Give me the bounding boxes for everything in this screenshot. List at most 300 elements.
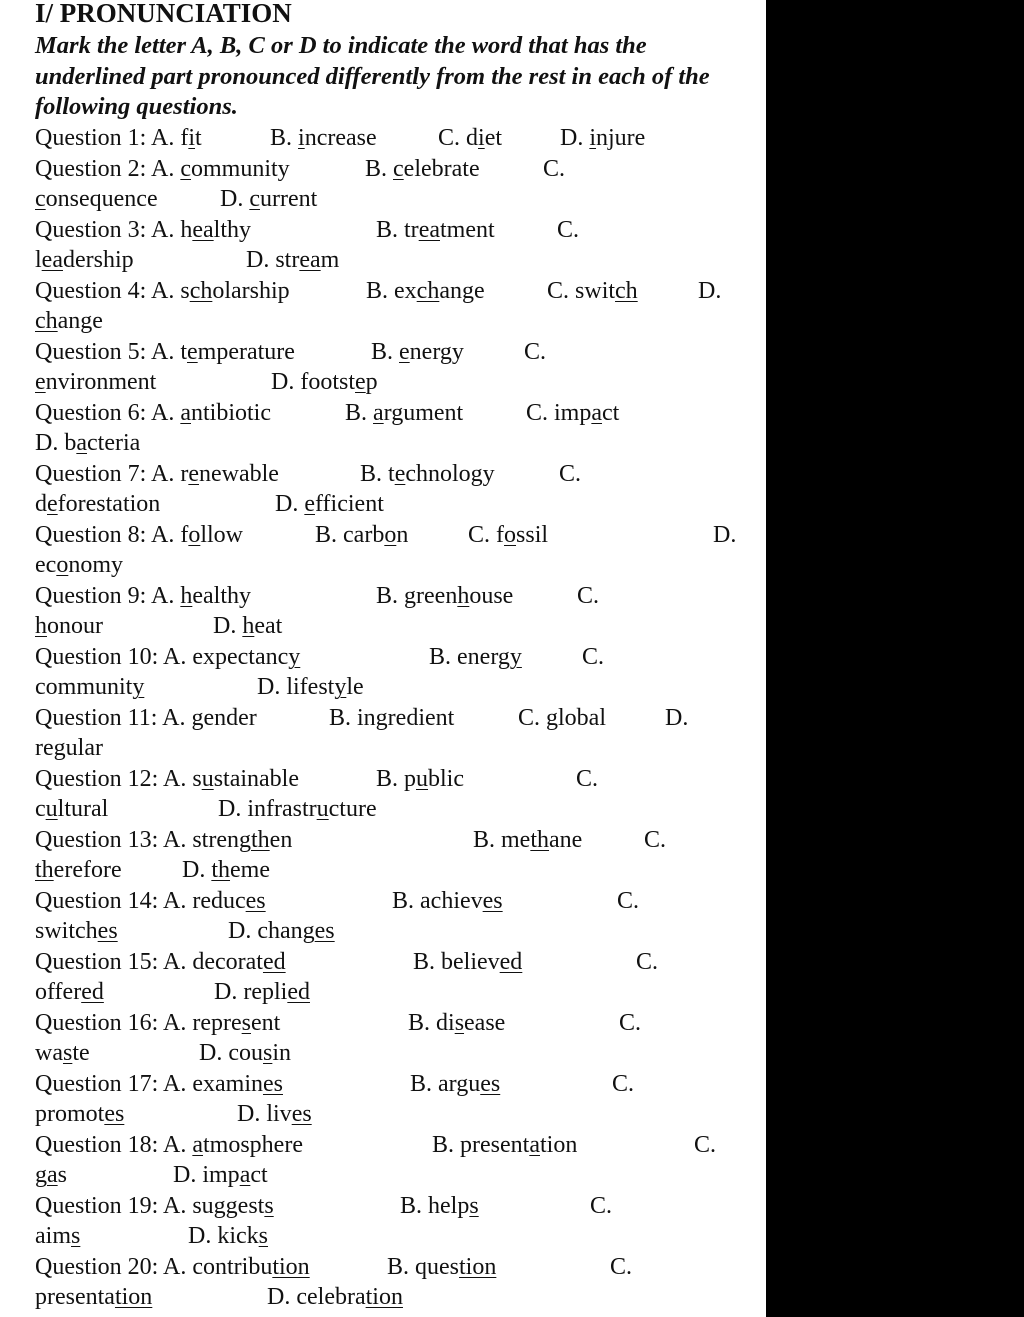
option-text: D. (173, 1162, 203, 1188)
answer-option (35, 428, 140, 458)
option-word (192, 888, 265, 914)
option-word (180, 400, 271, 426)
underlined-part: ch (189, 277, 213, 304)
word-before: repli (243, 979, 288, 1005)
answer-option (576, 764, 598, 794)
word-before: t (180, 338, 188, 365)
option-word (249, 186, 317, 212)
option-word (436, 1010, 505, 1036)
word-after: fficient (315, 491, 384, 517)
answer-option (35, 947, 286, 977)
underlined-part: s (263, 1040, 273, 1066)
question-line (35, 306, 760, 336)
option-text: C. (636, 948, 659, 975)
option-word (243, 979, 310, 1005)
underlined-part: s (454, 1009, 465, 1036)
word-before: me (501, 826, 531, 853)
word-after: njure (596, 125, 646, 151)
word-after: m (320, 247, 340, 273)
word-before: b (64, 430, 77, 456)
underlined-part: i (589, 125, 597, 151)
underlined-part: es (97, 918, 118, 944)
underlined-part: tion (114, 1284, 153, 1310)
underlined-part: u (316, 796, 329, 822)
underlined-part: u (416, 765, 429, 792)
word-after: tment (440, 216, 495, 243)
word-after: erefore (53, 857, 122, 883)
answer-option (35, 520, 243, 550)
underlined-part: s (71, 1223, 81, 1249)
question-line (35, 611, 760, 641)
underlined-part: ea (418, 216, 440, 243)
answer-option (35, 1069, 283, 1099)
word-before: l (35, 247, 42, 273)
word-after: stainable (213, 765, 299, 792)
black-margin (766, 0, 1024, 1317)
option-word (180, 125, 201, 151)
answer-option (559, 459, 581, 489)
underlined-part: c (249, 186, 260, 212)
word-before: ex (394, 277, 417, 304)
question-line (35, 1282, 760, 1312)
underlined-part: ch (615, 277, 638, 304)
word-before: ques (415, 1253, 460, 1280)
answer-option (376, 215, 495, 245)
answer-option (220, 184, 317, 214)
option-word (192, 1010, 280, 1036)
answer-option (392, 886, 503, 916)
option-word (64, 430, 140, 456)
option-text: B. (371, 338, 400, 365)
answer-option (665, 703, 688, 733)
option-word (35, 1284, 152, 1310)
answer-option (468, 520, 548, 550)
option-text: D. (271, 369, 301, 395)
word-before: s (180, 277, 190, 304)
option-text: C. (694, 1131, 717, 1158)
underlined-part: tion (272, 1253, 310, 1280)
option-word (228, 1040, 291, 1066)
question-line (35, 855, 760, 885)
word-before: r (180, 460, 189, 487)
underlined-part: ed (262, 948, 286, 975)
underlined-part: h (457, 582, 470, 609)
underlined-part: es (104, 1101, 125, 1127)
answer-option (543, 154, 565, 184)
word-after: cture (328, 796, 377, 822)
option-word (554, 400, 619, 426)
answer-option (713, 520, 736, 550)
option-text: Question 12: A. (35, 765, 193, 792)
underlined-part: c (35, 186, 46, 212)
answer-option (698, 276, 721, 306)
answer-option (582, 642, 604, 672)
underlined-part: o (56, 552, 69, 578)
option-word (192, 827, 292, 853)
word-before: aim (35, 1223, 71, 1249)
question-line (35, 672, 760, 702)
option-text: B. (366, 277, 395, 304)
option-text: C. (557, 216, 580, 243)
underlined-part: es (482, 887, 503, 914)
option-word (35, 247, 134, 273)
answer-option (371, 337, 464, 367)
answer-option (35, 1008, 280, 1038)
answer-option (35, 1282, 152, 1312)
question-line (35, 733, 760, 763)
option-word (275, 247, 339, 273)
answer-option (35, 306, 103, 336)
option-word (247, 796, 376, 822)
option-text: C. (617, 887, 640, 914)
word-after: nomy (68, 552, 123, 578)
underlined-part: ed (499, 948, 523, 975)
option-text: D. (713, 521, 737, 548)
answer-option (271, 367, 378, 397)
underlined-part: ed (287, 979, 310, 1005)
underlined-part: e (394, 460, 406, 487)
answer-option (365, 154, 480, 184)
option-word (211, 857, 270, 883)
answer-option (35, 1038, 90, 1068)
underlined-part: y (288, 643, 301, 670)
answer-option (35, 1099, 124, 1129)
option-word (304, 491, 384, 517)
answer-option (376, 581, 513, 611)
option-text: D. (213, 613, 243, 639)
option-word (192, 1193, 273, 1219)
option-word (35, 369, 156, 395)
question-line (35, 428, 760, 458)
answer-option (636, 947, 658, 977)
word-before: swit (575, 277, 616, 304)
underlined-part: y (132, 674, 145, 700)
word-before: communit (35, 674, 133, 700)
option-text: C. (582, 643, 605, 670)
word-before: d (35, 491, 47, 517)
answer-option (228, 916, 335, 946)
underlined-part: ea (41, 247, 63, 273)
answer-option (35, 123, 202, 153)
word-after: urrent (260, 186, 318, 212)
word-after: onour (47, 613, 103, 639)
underlined-part: s (264, 1192, 274, 1219)
underlined-part: o (384, 521, 397, 548)
word-after: elebrate (403, 155, 480, 182)
option-word (404, 766, 464, 792)
question-line (35, 215, 760, 245)
option-text: D. (35, 430, 65, 456)
option-text: D. (257, 674, 287, 700)
word-after: et (484, 125, 503, 151)
underlined-part: es (291, 1101, 312, 1127)
option-word (35, 186, 158, 212)
underlined-part: e (355, 369, 366, 395)
answer-option (35, 550, 123, 580)
option-word (35, 308, 103, 334)
word-before: cou (228, 1040, 263, 1066)
option-text: C. (644, 826, 667, 853)
underlined-part: th (251, 826, 270, 853)
word-after: en (269, 826, 293, 853)
underlined-part: a (76, 430, 87, 456)
word-before: green (404, 582, 458, 609)
option-text: C. (576, 765, 599, 792)
underlined-part: ch (35, 308, 58, 334)
option-word (438, 1071, 500, 1097)
question-line (35, 459, 760, 489)
option-text: C. global (518, 704, 606, 731)
option-text: B. (432, 1131, 461, 1158)
option-word (428, 1193, 479, 1219)
option-text: B. (410, 1070, 439, 1097)
word-before: presenta (35, 1284, 115, 1310)
answer-option (526, 398, 619, 428)
underlined-part: e (304, 491, 315, 517)
option-word (192, 1071, 283, 1097)
option-word (35, 552, 123, 578)
answer-option (432, 1130, 577, 1160)
option-text: regular (35, 735, 103, 761)
word-after: ncrease (304, 125, 377, 151)
option-word (35, 613, 103, 639)
question-line (35, 1069, 760, 1099)
question-line (35, 886, 760, 916)
word-after: rgument (383, 399, 464, 426)
option-word (180, 583, 251, 609)
option-text: D. (188, 1223, 218, 1249)
word-after: llow (200, 521, 244, 548)
word-after: ltural (57, 796, 109, 822)
answer-option (35, 276, 290, 306)
question-line (35, 154, 760, 184)
question-line (35, 825, 760, 855)
answer-option (590, 1191, 612, 1221)
option-word (589, 125, 645, 151)
option-text: D. (182, 857, 212, 883)
option-text: B. (387, 1253, 416, 1280)
answer-option (218, 794, 377, 824)
option-word (466, 125, 502, 151)
word-after: ane (549, 826, 583, 853)
question-line (35, 642, 760, 672)
word-before: examin (192, 1070, 263, 1097)
option-text: D. (237, 1101, 267, 1127)
question-line (35, 794, 760, 824)
option-text: Question 19: A. (35, 1192, 193, 1219)
option-word (202, 1162, 267, 1188)
underlined-part: a (239, 1162, 251, 1188)
option-word (298, 125, 377, 151)
option-word (180, 522, 243, 548)
option-text: B. (376, 765, 405, 792)
option-word (460, 1132, 577, 1158)
option-word (457, 644, 522, 670)
underlined-part: a (47, 1162, 58, 1188)
underlined-part: ed (81, 979, 104, 1005)
answer-option (35, 367, 156, 397)
word-before: liv (266, 1101, 292, 1127)
word-after: olarship (212, 277, 290, 304)
underlined-part: es (262, 1070, 283, 1097)
word-before: ec (35, 552, 57, 578)
question-line (35, 489, 760, 519)
word-before: argu (438, 1070, 481, 1097)
question-line (35, 1221, 760, 1251)
underlined-part: i (478, 125, 485, 151)
question-line (35, 703, 760, 733)
option-word (192, 949, 285, 975)
question-line (35, 1191, 760, 1221)
option-word (180, 339, 295, 365)
option-word (192, 766, 299, 792)
question-line (35, 276, 760, 306)
underlined-part: u (201, 765, 214, 792)
option-word (217, 1223, 268, 1249)
word-after: ommunity (191, 155, 290, 182)
word-before: celebra (296, 1284, 366, 1310)
answer-option (35, 489, 160, 519)
option-word (35, 674, 144, 700)
word-before: repre (192, 1009, 242, 1036)
underlined-part: a (180, 399, 191, 426)
answer-option (376, 764, 464, 794)
underlined-part: s (241, 1009, 251, 1036)
word-before: energ (457, 643, 510, 670)
underlined-part: ea (192, 216, 214, 243)
underlined-part: th (211, 857, 231, 883)
answer-option (35, 459, 279, 489)
answer-option (518, 703, 606, 733)
word-after: eme (230, 857, 270, 883)
option-word (399, 339, 464, 365)
word-before: str (275, 247, 300, 273)
option-word (35, 918, 118, 944)
option-word (404, 583, 513, 609)
option-word (343, 522, 408, 548)
option-word (296, 1284, 403, 1310)
underlined-part: tion (365, 1284, 403, 1310)
option-text: Question 6: A. (35, 399, 181, 426)
option-text: Question 2: A. (35, 155, 181, 182)
option-text: C. (612, 1070, 635, 1097)
question-line (35, 916, 760, 946)
answer-option (366, 276, 485, 306)
word-after: ssil (516, 521, 549, 548)
option-text: C. (524, 338, 547, 365)
word-before: wa (35, 1040, 63, 1066)
word-before: f (180, 521, 189, 548)
underlined-part: e (47, 491, 58, 517)
word-after: s (57, 1162, 67, 1188)
option-word (35, 857, 122, 883)
answer-option (315, 520, 408, 550)
option-word (420, 888, 503, 914)
word-after: forestation (57, 491, 161, 517)
answer-option (35, 184, 158, 214)
answer-option (35, 794, 108, 824)
answer-option (35, 642, 300, 672)
answer-option (473, 825, 582, 855)
answer-option (345, 398, 463, 428)
option-word (35, 796, 108, 822)
underlined-part: es (314, 918, 335, 944)
answer-option (35, 1160, 67, 1190)
option-word (35, 1040, 90, 1066)
option-text: D. (218, 796, 248, 822)
option-word (501, 827, 582, 853)
word-after: t (195, 125, 202, 151)
underlined-part: tion (459, 1253, 497, 1280)
word-after: ange (57, 308, 103, 334)
underlined-part: th (530, 826, 550, 853)
option-text: Question 16: A. (35, 1009, 193, 1036)
answer-option (524, 337, 546, 367)
answer-option (35, 703, 257, 733)
underlined-part: u (45, 796, 58, 822)
answer-option (547, 276, 638, 306)
underlined-part: a (591, 399, 603, 426)
word-after: cteria (87, 430, 141, 456)
word-before: lifest (286, 674, 335, 700)
option-word (286, 674, 363, 700)
option-text: D. (246, 247, 276, 273)
option-text: Question 14: A. (35, 887, 193, 914)
question-line (35, 1252, 760, 1282)
answer-option (35, 398, 271, 428)
option-word (393, 156, 480, 182)
answer-option (438, 123, 502, 153)
underlined-part: th (35, 857, 54, 883)
answer-option (610, 1252, 632, 1282)
word-before: h (180, 216, 193, 243)
option-text: B. (392, 887, 421, 914)
option-text: B. (408, 1009, 437, 1036)
option-text: B. (360, 460, 389, 487)
option-word (192, 1132, 303, 1158)
word-before: suggest (192, 1192, 265, 1219)
option-text: D. (228, 918, 258, 944)
underlined-part: a (192, 1131, 203, 1158)
word-after: tmosphere (203, 1131, 303, 1158)
word-after: blic (428, 765, 465, 792)
answer-option (560, 123, 645, 153)
underlined-part: h (242, 613, 255, 639)
question-line (35, 764, 760, 794)
word-after: ct (602, 399, 620, 426)
answer-option (35, 886, 266, 916)
option-text: Question 8: A. (35, 521, 181, 548)
answer-option (410, 1069, 500, 1099)
option-word (192, 1254, 309, 1280)
answer-option (214, 977, 310, 1007)
answer-option (35, 611, 103, 641)
option-text: C. (543, 155, 566, 182)
option-text: B. (429, 643, 458, 670)
answer-option (387, 1252, 496, 1282)
question-line (35, 184, 760, 214)
underlined-part: es (480, 1070, 501, 1097)
word-after: ange (439, 277, 485, 304)
option-word (300, 369, 377, 395)
word-before: t (388, 460, 395, 487)
answer-option (35, 1191, 274, 1221)
option-text: D. (214, 979, 244, 1005)
option-text: Question 9: A. (35, 582, 181, 609)
word-after: onsequence (45, 186, 158, 212)
answer-option (267, 1282, 403, 1312)
answer-option (329, 703, 454, 733)
